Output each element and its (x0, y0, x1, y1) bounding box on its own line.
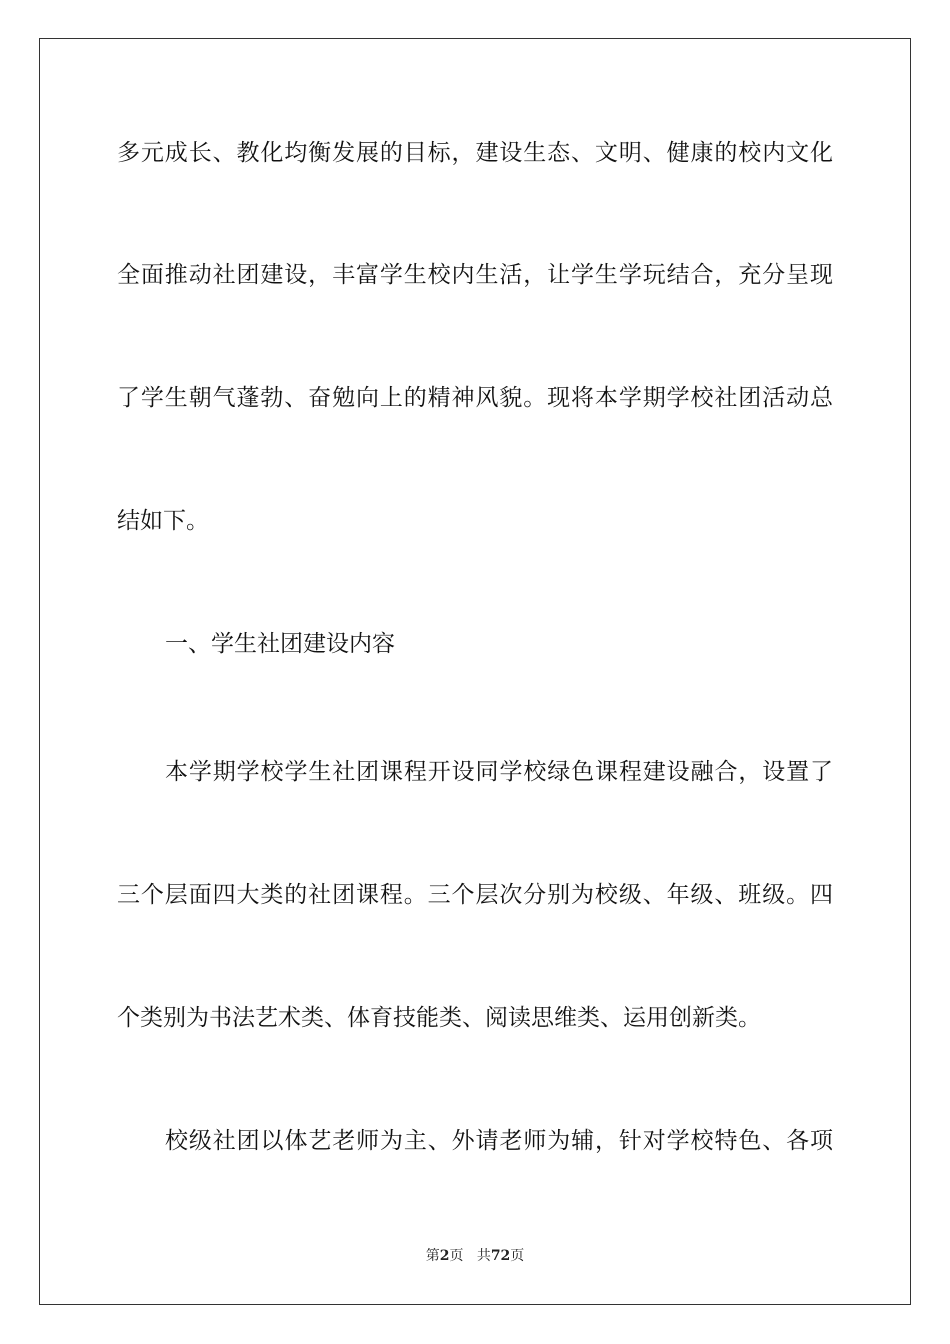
page-footer (0, 1247, 950, 1265)
footer-total-suffix: 页 (510, 1248, 525, 1264)
footer-page-suffix: 页 (449, 1248, 464, 1264)
footer-page-prefix: 第 (425, 1248, 440, 1264)
body-text-line-5: 本学期学校学生社团课程开设同学校绿色课程建设融合，设置了 (165, 759, 833, 785)
footer-page-number: 2 (439, 1248, 450, 1264)
body-text-line-6: 三个层面四大类的社团课程。三个层次分别为校级、年级、班级。四 (117, 882, 833, 908)
body-text-line-3: 了学生朝气蓬勃、奋勉向上的精神风貌。现将本学期学校社团活动总 (117, 385, 833, 411)
body-text-line-2: 全面推动社团建设，丰富学生校内生活，让学生学玩结合，充分呈现 (117, 262, 833, 288)
body-text-line-1: 多元成长、教化均衡发展的目标，建设生态、文明、健康的校内文化 (117, 140, 833, 166)
body-text-line-7: 个类别为书法艺术类、体育技能类、阅读思维类、运用创新类。 (117, 1005, 761, 1031)
footer-total-prefix: 共 (476, 1248, 491, 1264)
footer-total-pages: 72 (490, 1248, 511, 1264)
section-heading: 一、学生社团建设内容 (165, 631, 395, 657)
page-border (39, 38, 911, 1305)
body-text-line-4: 结如下。 (117, 508, 209, 534)
body-text-line-8: 校级社团以体艺老师为主、外请老师为辅，针对学校特色、各项 (165, 1128, 833, 1154)
